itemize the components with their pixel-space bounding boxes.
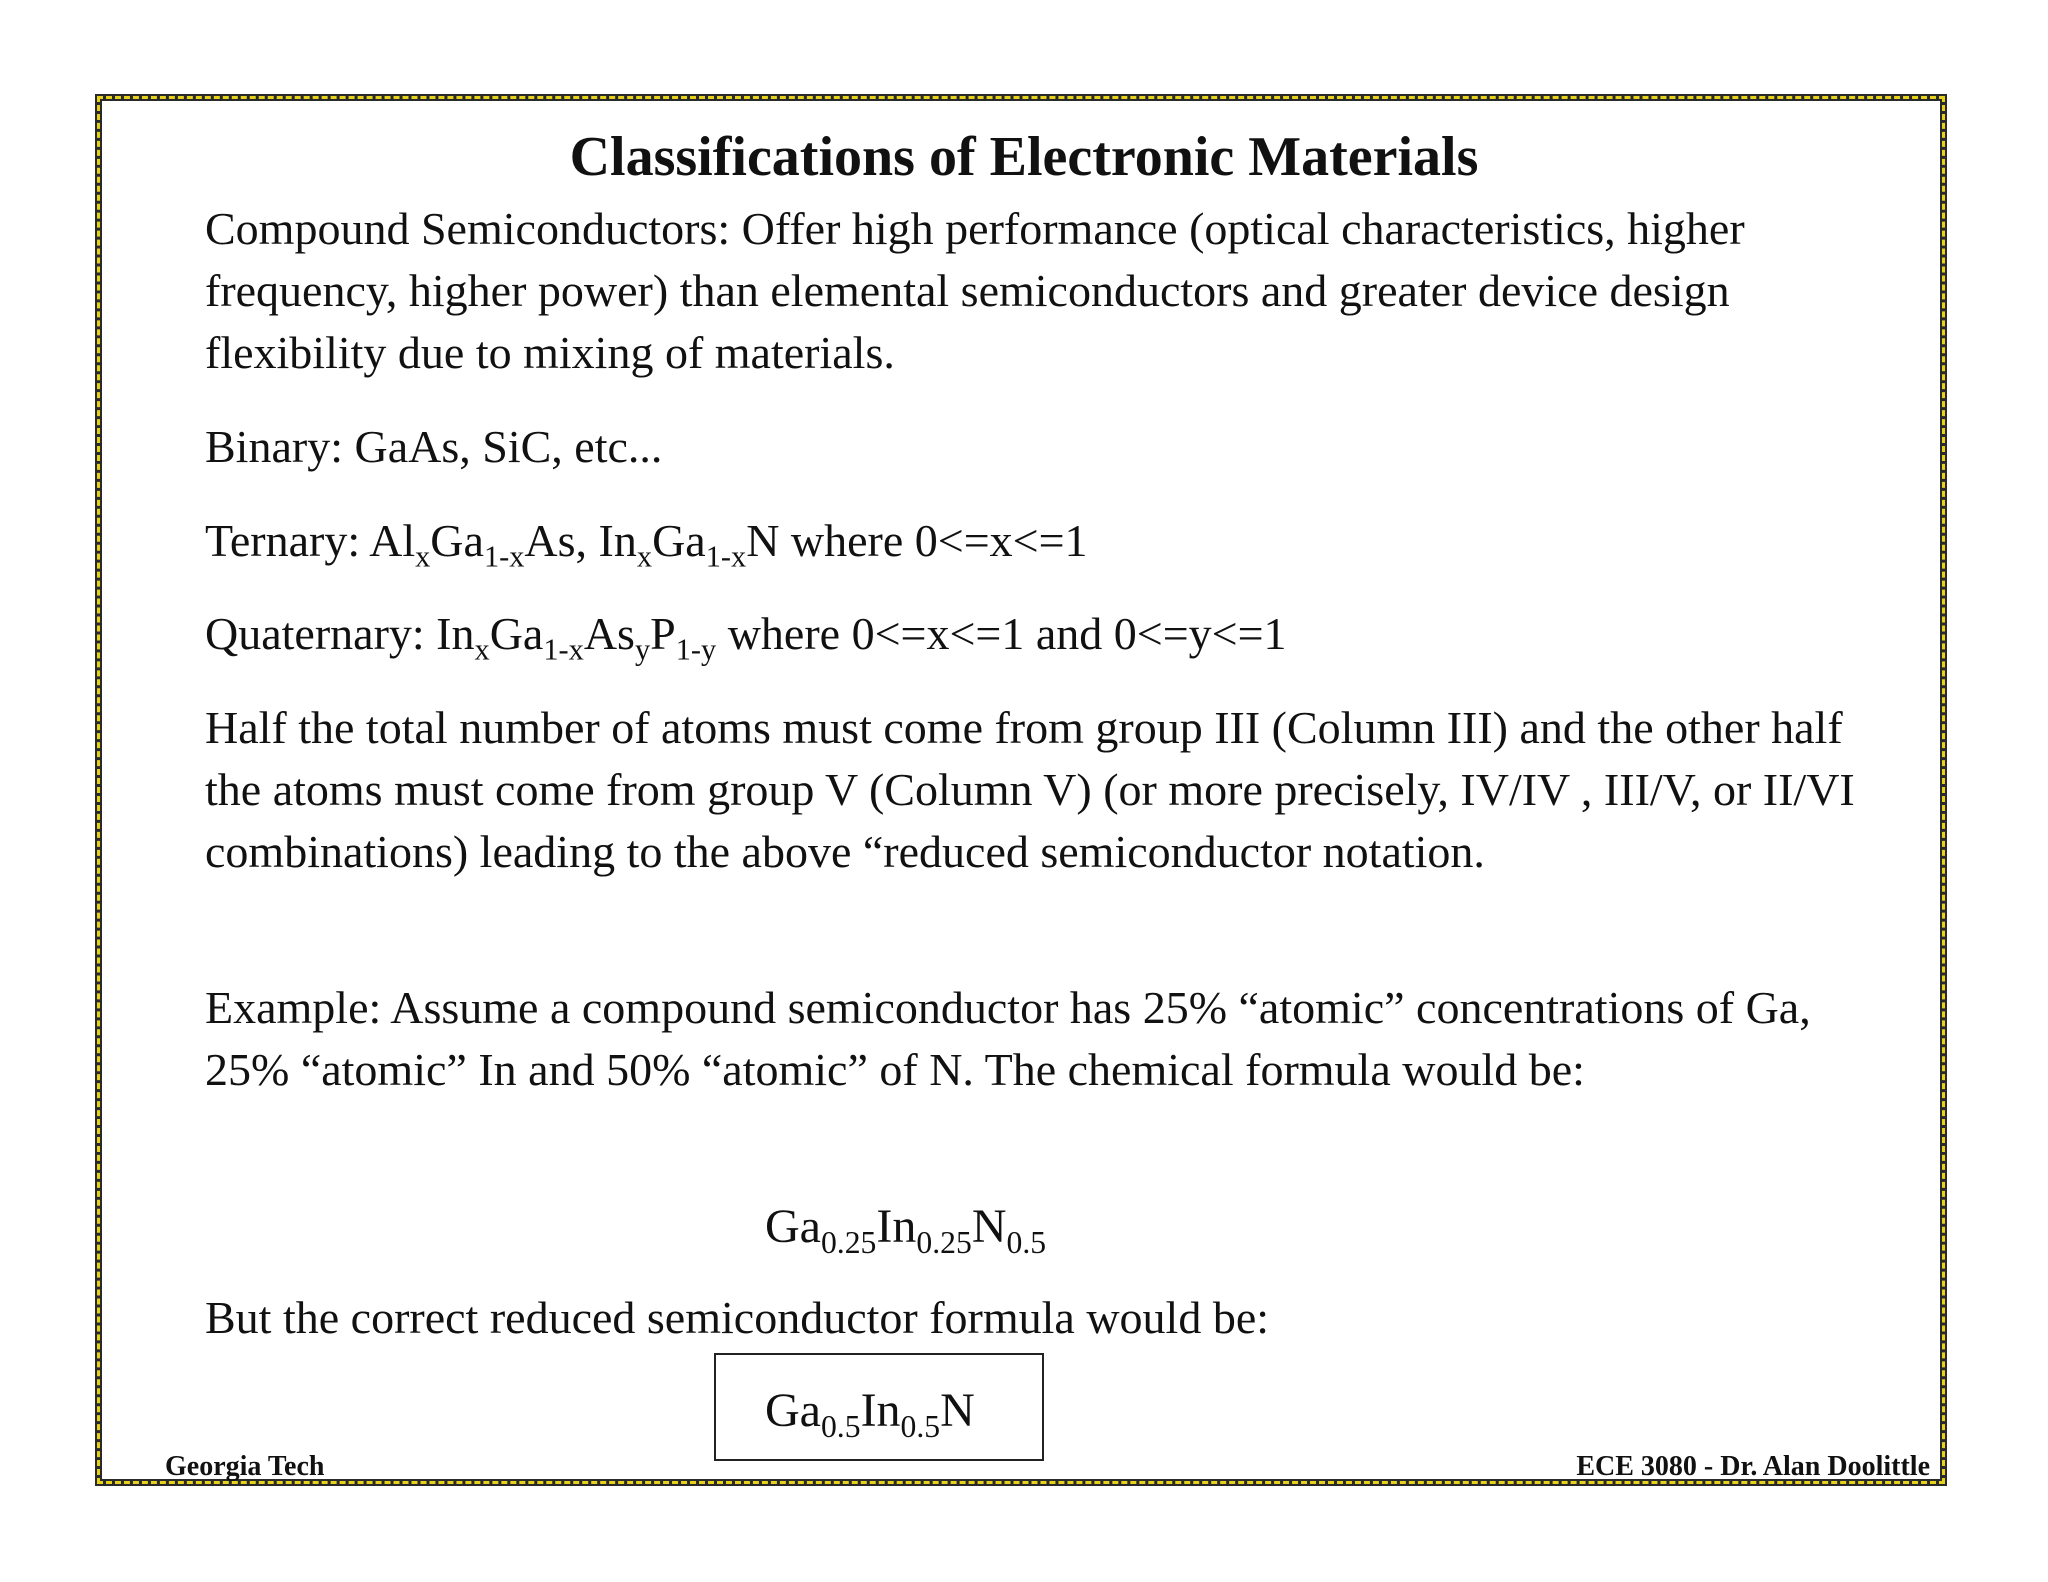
formula-subscript: 0.25: [916, 1225, 972, 1261]
formula-subscript: 0.5: [900, 1409, 941, 1445]
binary-line: Binary: GaAs, SiC, etc...: [205, 421, 663, 472]
quaternary-subscript: y: [634, 632, 651, 667]
quaternary-label: Quaternary:: [205, 608, 437, 659]
ternary-label: Ternary:: [205, 515, 370, 566]
ternary-element: As, In: [524, 515, 637, 566]
example-paragraph: Example: Assume a compound semiconductor has 25% “atomic” concentrations of Ga, 25% “atomic” In and 50% “atomic” of N. The chemical formula would be:: [205, 982, 1811, 1095]
footer-course: ECE 3080 - Dr. Alan Doolittle: [1576, 1451, 1930, 1482]
quaternary-element: In: [436, 608, 475, 659]
half-rule-paragraph: Half the total number of atoms must come from group III (Column III) and the other half the atoms must come from group V (Column V) (or more precisely, IV/IV , III/V, or II/VI combinations) leading to the above “reduced semiconductor notation.: [205, 702, 1855, 877]
formula-element: Ga: [765, 1384, 821, 1437]
formula-element: In: [860, 1384, 901, 1437]
footer-institution: Georgia Tech: [165, 1451, 325, 1482]
ternary-subscript: 1-x: [705, 539, 747, 574]
ternary-element: Al: [369, 515, 416, 566]
slide-title: Classifications of Electronic Materials: [569, 126, 1479, 188]
formula-subscript: 0.5: [1006, 1225, 1047, 1261]
intro-paragraph: Compound Semiconductors: Offer high performance (optical characteristics, higher frequency, higher power) than elemental semiconductors and greater device design flexibility due to mixing of materials.: [205, 203, 1745, 378]
ternary-subscript: x: [415, 539, 431, 574]
quaternary-condition: where 0<=x<=1 and 0<=y<=1: [716, 608, 1287, 659]
ternary-condition: N where 0<=x<=1: [746, 515, 1088, 566]
quaternary-element: As: [583, 608, 635, 659]
ternary-element: Ga: [430, 515, 484, 566]
quaternary-element: P: [650, 608, 676, 659]
formula-element: N: [971, 1200, 1007, 1253]
ternary-subscript: x: [636, 539, 653, 574]
formula-element: N: [940, 1384, 975, 1437]
chemical-formula: [765, 1196, 1047, 1261]
ternary-subscript: 1-x: [483, 539, 525, 574]
reduced-formula-intro: But the correct reduced semiconductor formula would be:: [205, 1292, 1270, 1343]
reduced-formula: [765, 1380, 975, 1445]
formula-element: Ga: [765, 1200, 821, 1253]
formula-subscript: 0.25: [820, 1225, 877, 1261]
formula-element: In: [876, 1200, 917, 1253]
quaternary-subscript: 1-y: [675, 632, 717, 667]
ternary-line: [205, 510, 1885, 572]
ternary-element: Ga: [652, 515, 706, 566]
quaternary-subscript: x: [474, 632, 490, 667]
quaternary-element: Ga: [489, 608, 544, 659]
formula-subscript: 0.5: [820, 1409, 861, 1445]
quaternary-line: [205, 603, 1885, 665]
quaternary-subscript: 1-x: [543, 632, 584, 667]
